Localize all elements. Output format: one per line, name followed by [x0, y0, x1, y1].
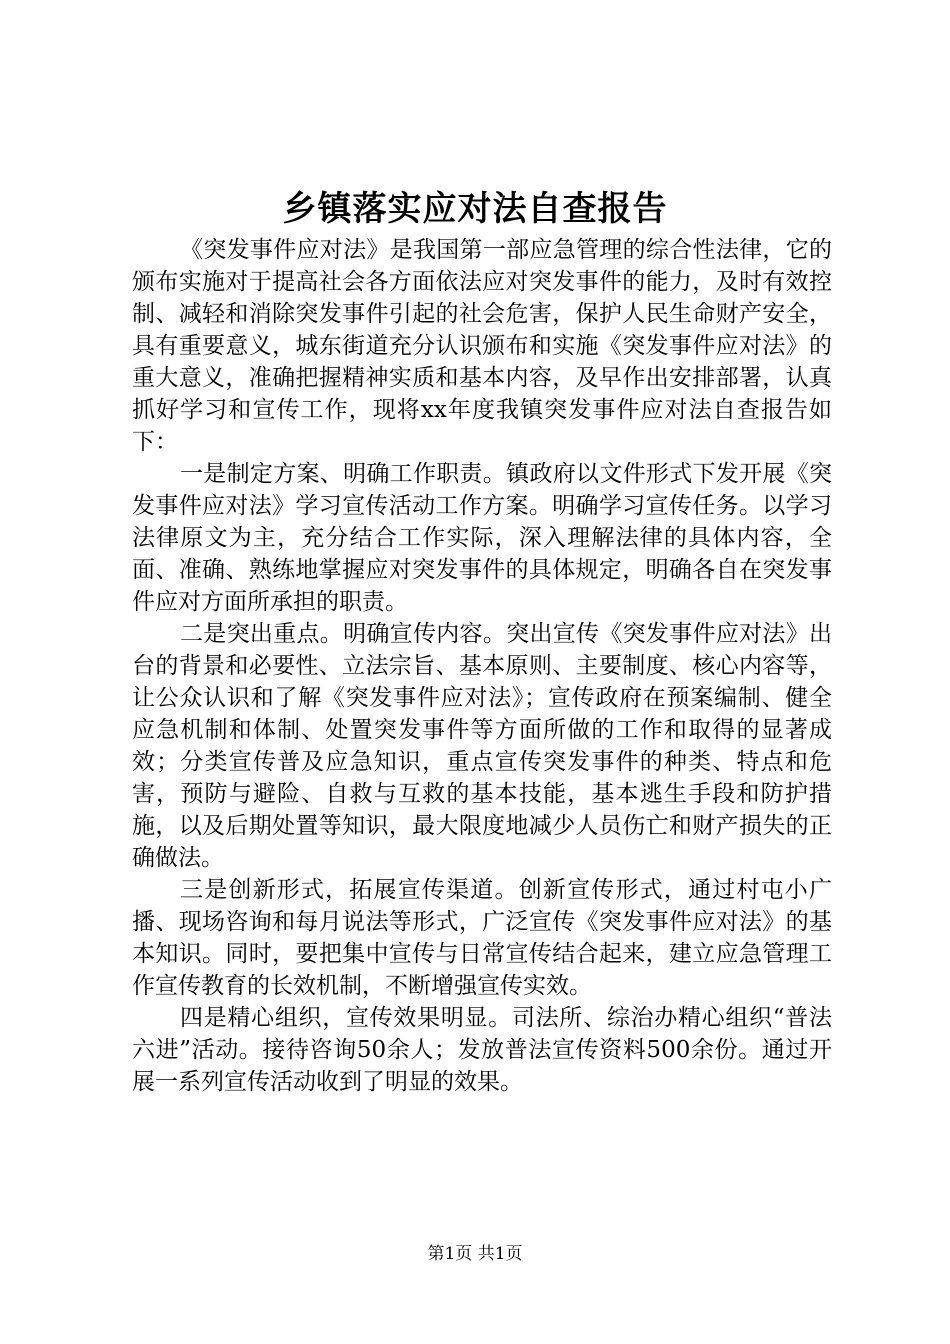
paragraph-section-1: 一是制定方案、明确工作职责。镇政府以文件形式下发开展《突发事件应对法》学习宣传活动工作方案。明确学习宣传任务。以学习法律原文为主，充分结合工作实际，深入理解法律的具体内容，全面、准确、熟练地掌握应对突发事件的具体规定，明确各自在突发事件应对方面所承担的职责。	[132, 461, 832, 615]
page-number-footer: 第1页 共1页	[427, 1244, 523, 1264]
document-title: 乡镇落实应对法自查报告	[282, 189, 668, 229]
paragraph-section-3: 三是创新形式，拓展宣传渠道。创新宣传形式，通过村屯小广播、现场咨询和每月说法等形式，广泛宣传《突发事件应对法》的基本知识。同时，要把集中宣传与日常宣传结合起来，建立应急管理工作宣传教育的长效机制，不断增强宣传实效。	[132, 877, 832, 999]
paragraph-section-4: 四是精心组织，宣传效果明显。司法所、综治办精心组织“普法六进”活动。接待咨询50余人；发放普法宣传资料500余份。通过开展一系列宣传活动收到了明显的效果。	[132, 1005, 832, 1095]
paragraph-section-2: 二是突出重点。明确宣传内容。突出宣传《突发事件应对法》出台的背景和必要性、立法宗旨、基本原则、主要制度、核心内容等，让公众认识和了解《突发事件应对法》；宣传政府在预案编制、健全应急机制和体制、处置突发事件等方面所做的工作和取得的显著成效；分类宣传普及应急知识，重点宣传突发事件的种类、特点和危害，预防与避险、自救与互救的基本技能，基本逃生手段和防护措施，以及后期处置等知识，最大限度地减少人员伤亡和财产损失的正确做法。	[132, 621, 832, 871]
document-body	[132, 234, 832, 1098]
paragraph-intro: 《突发事件应对法》是我国第一部应急管理的综合性法律，它的颁布实施对于提高社会各方面依法应对突发事件的能力，及时有效控制、减轻和消除突发事件引起的社会危害，保护人民生命财产安全，具有重要意义，城东街道充分认识颁布和实施《突发事件应对法》的重大意义，准确把握精神实质和基本内容，及早作出安排部署，认真抓好学习和宣传工作，现将xx年度我镇突发事件应对法自查报告如下：	[132, 237, 832, 455]
